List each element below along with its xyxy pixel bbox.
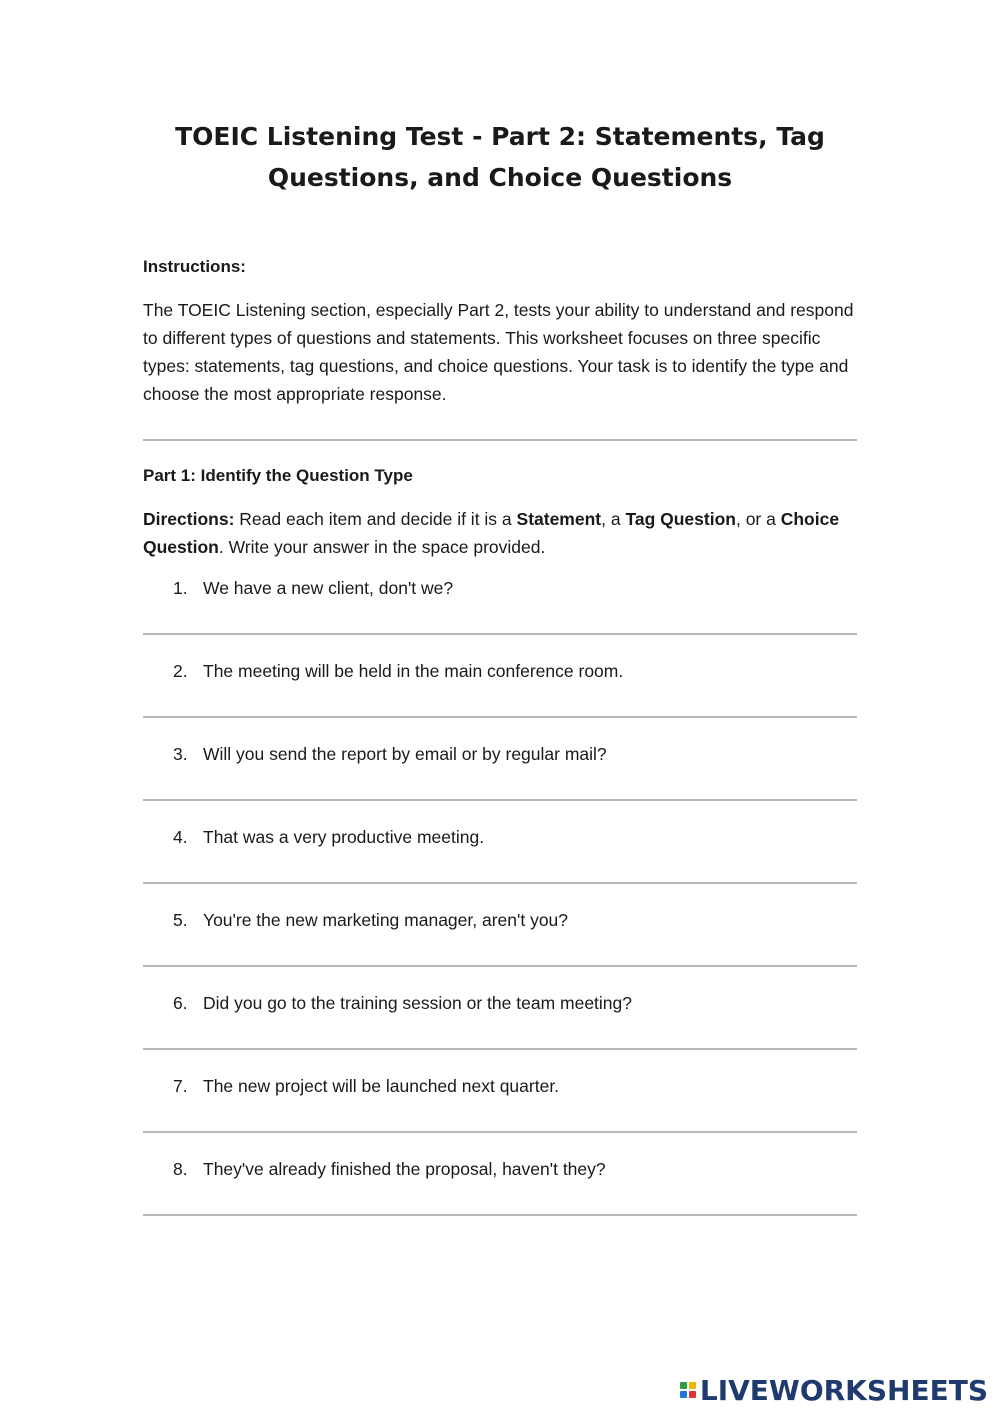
question-text: You're the new marketing manager, aren't you? (203, 910, 569, 930)
part1-directions (143, 505, 857, 561)
question-number: 5. (173, 910, 188, 930)
question-item (143, 658, 857, 741)
liveworksheets-logo-icon (680, 1382, 696, 1398)
page-title: TOEIC Listening Test - Part 2: Statements, Tag Questions, and Choice Questions (175, 122, 825, 192)
question-text: The meeting will be held in the main conference room. (203, 661, 624, 681)
question-item (143, 575, 857, 658)
section-divider (143, 439, 857, 441)
logo-square (680, 1382, 687, 1389)
question-text: That was a very productive meeting. (203, 827, 485, 847)
answer-line[interactable] (143, 1131, 857, 1133)
directions-label: Directions: (143, 509, 235, 529)
answer-line[interactable] (143, 1214, 857, 1216)
directions-text: , or a (735, 509, 781, 529)
answer-line[interactable] (143, 716, 857, 718)
question-text: The new project will be launched next quarter. (203, 1076, 560, 1096)
instructions-heading: Instructions: (143, 257, 246, 276)
answer-line[interactable] (143, 1048, 857, 1050)
question-number: 2. (173, 661, 188, 681)
logo-square (680, 1391, 687, 1398)
question-number: 4. (173, 827, 188, 847)
directions-statement: Statement (516, 509, 602, 529)
question-number: 1. (173, 578, 188, 598)
answer-line[interactable] (143, 882, 857, 884)
question-item (143, 824, 857, 907)
answer-line[interactable] (143, 965, 857, 967)
directions-choice-question: Choice Question (143, 509, 840, 557)
question-number: 8. (173, 1159, 188, 1179)
question-text: We have a new client, don't we? (203, 578, 454, 598)
question-item (143, 741, 857, 824)
directions-text: , a (601, 509, 626, 529)
question-list (143, 575, 857, 1239)
instructions-body: The TOEIC Listening section, especially Part 2, tests your ability to understand and respond to different types of questions and statements. This worksheet focuses on three specific types: statements, tag questions, and choice questions. Your task is to identify the type and choose the most appropriate response. (143, 300, 854, 404)
liveworksheets-logo[interactable] (680, 1374, 988, 1406)
question-text: Did you go to the training session or the team meeting? (203, 993, 632, 1013)
directions-text: Read each item and decide if it is a (234, 509, 517, 529)
logo-square (689, 1391, 696, 1398)
logo-text: LIVEWORKSHEETS (699, 1373, 988, 1407)
question-item (143, 990, 857, 1073)
question-item (143, 907, 857, 990)
answer-line[interactable] (143, 799, 857, 801)
part1-heading: Part 1: Identify the Question Type (143, 466, 413, 485)
question-text: They've already finished the proposal, haven't they? (203, 1159, 606, 1179)
answer-line[interactable] (143, 633, 857, 635)
question-item (143, 1156, 857, 1239)
question-number: 6. (173, 993, 188, 1013)
question-number: 7. (173, 1076, 188, 1096)
question-item (143, 1073, 857, 1156)
directions-tag-question: Tag Question (625, 509, 736, 529)
question-text: Will you send the report by email or by regular mail? (203, 744, 607, 764)
question-number: 3. (173, 744, 188, 764)
directions-text: . Write your answer in the space provided. (218, 537, 546, 557)
logo-square (689, 1382, 696, 1389)
